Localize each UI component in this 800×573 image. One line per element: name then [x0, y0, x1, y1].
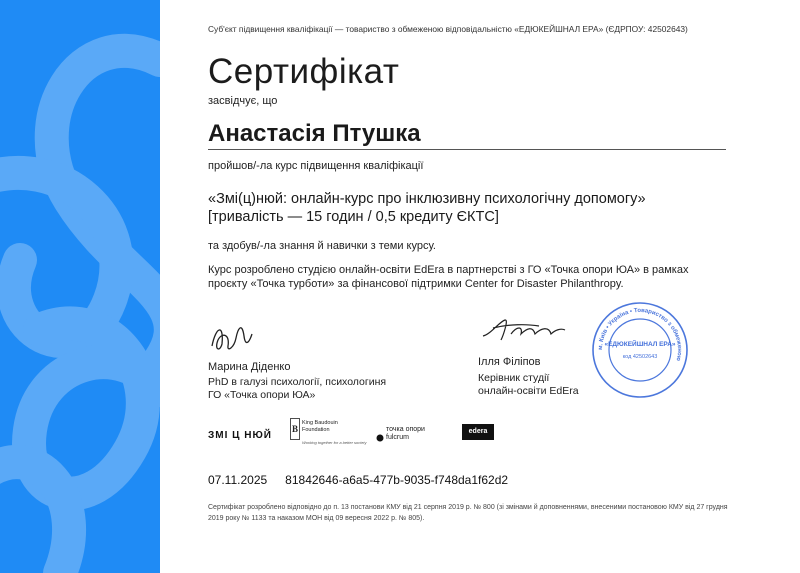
kbf-line1: King Baudouin: [302, 420, 338, 426]
tochka-opory-logo: [376, 426, 456, 450]
official-stamp-icon: [590, 300, 690, 400]
course-title: [208, 190, 646, 226]
acquired-text: та здобув/-ла знання й навички з теми курсу.: [208, 240, 436, 252]
signature-2-icon: [479, 312, 569, 348]
stamp-code: код 42502643: [622, 354, 658, 360]
svg-text:B: B: [291, 424, 299, 434]
decorative-swirl-icon: [0, 0, 160, 573]
developed-text: Курс розроблено студією онлайн-освіти EdEra в партнерстві з ГО «Точка опори ЮА» в рамках проєкту «Точка турботи» за фінансової підтримки Center for Disaster Philanthropy.: [208, 264, 689, 290]
tochka-line1: точка опори: [386, 426, 425, 433]
stamp-inner-text: «ЕДЮКЕЙШНАЛ ЕРА»: [604, 341, 676, 348]
signatory-1-role-line1: PhD в галузі психології, психологиня: [208, 376, 387, 388]
issuer-line: Суб'єкт підвищення кваліфікації — товариство з обмеженою відповідальністю «ЕДЮКЕЙШНАЛ ЕРА» (ЄДРПОУ: 42502643): [208, 24, 688, 34]
signatory-1-name: Марина Діденко: [208, 361, 291, 373]
stamp-outer-text: м. Київ • Україна • Товариство з обмеженою: [597, 307, 683, 362]
kbf-line2: Foundation: [302, 426, 330, 433]
kbf-tagline: Working together for a better society: [302, 440, 367, 445]
recipient-name: Анастасія Птушка: [208, 120, 421, 147]
certificate-meta: [208, 473, 508, 487]
tochka-text: [386, 426, 425, 442]
kbf-crest-icon: [290, 418, 300, 440]
signatory-2-role-line2: онлайн-освіти EdEra: [478, 385, 579, 397]
signatory-2-role-line1: Керівник студії: [478, 372, 550, 384]
course-name: «Змі(ц)нюй: онлайн-курс про інклюзивну психологічну допомогу»: [208, 191, 646, 207]
tochka-line2: fulcrum: [386, 434, 409, 441]
kbf-name: [302, 420, 338, 433]
signatory-2-name: Ілля Філіпов: [478, 356, 541, 368]
legal-notice: Сертифікат розроблено відповідно до п. 13 постанови КМУ від 21 серпня 2019 р. № 800 (зі змінами й доповненнями, внесеними постановою КМУ від 27 грудня 2019 року № 1133 та наказом МОН від 09 вересня 2022 р. № 805).: [208, 504, 728, 522]
decorative-blue-band: [0, 0, 160, 573]
certifies-text: засвідчує, що: [208, 95, 278, 107]
signature-1-icon: [208, 316, 258, 356]
issue-date: 07.11.2025: [208, 473, 268, 487]
completed-text: пройшов/-ла курс підвищення кваліфікації: [208, 160, 424, 172]
name-underline: [208, 149, 726, 150]
partner-logos: [208, 416, 728, 452]
course-duration: [тривалість — 15 годин / 0,5 кредиту ЄКТС]: [208, 209, 499, 225]
edera-logo: edera: [462, 424, 494, 440]
certificate-id: 81842646-a6a5-477b-9035-f748da1f62d2: [285, 473, 509, 487]
king-baudouin-logo: [290, 416, 367, 452]
signatory-1-role: [208, 376, 386, 402]
signatory-1-role-line2: ГО «Точка опори ЮА»: [208, 389, 316, 401]
signatory-2-role: [478, 372, 579, 398]
zmi-logo: ЗМІ Ц НЮЙ: [208, 430, 272, 441]
tochka-dot-icon: [376, 428, 386, 442]
certificate-title: Сертифікат: [208, 52, 400, 91]
